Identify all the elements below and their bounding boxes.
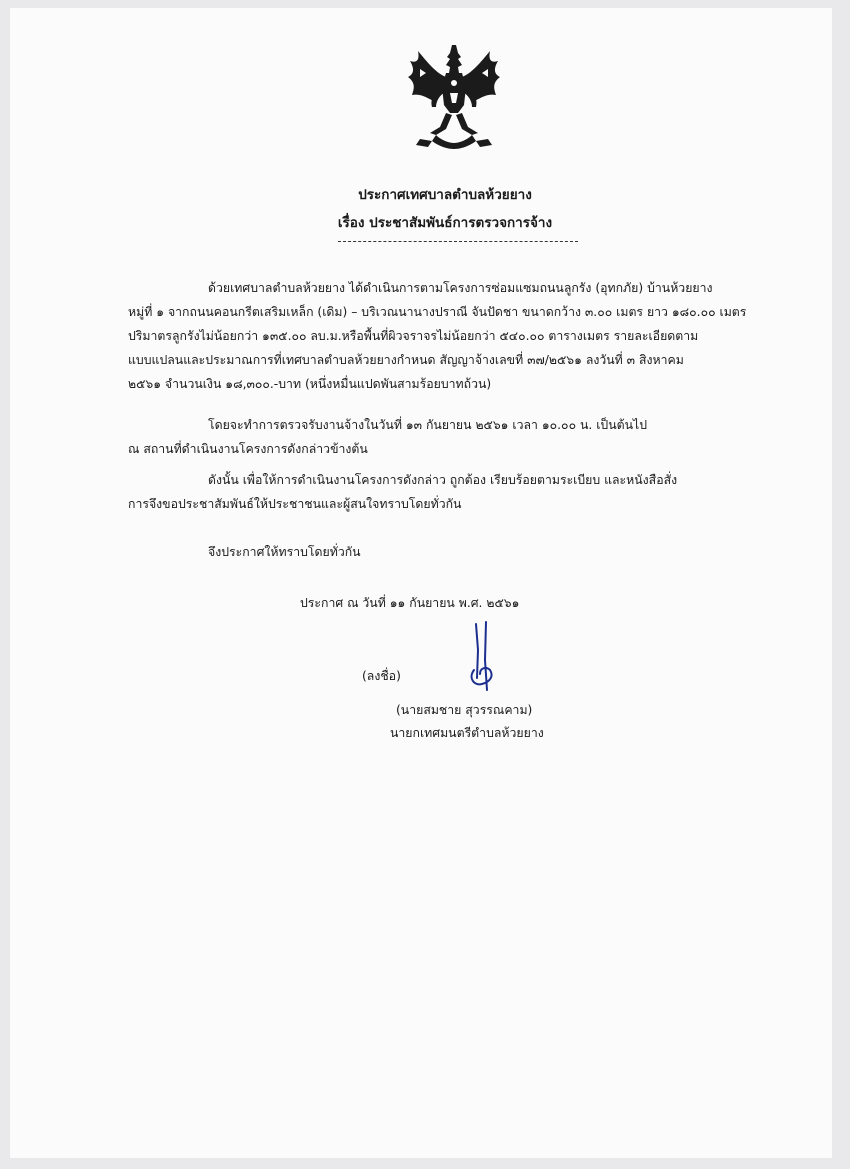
title-separator [338,241,578,242]
signer-name: (นายสมชาย สุวรรณคาม) [396,703,533,717]
paragraph-line: ปริมาตรลูกรังไม่น้อยกว่า ๑๓๕.๐๐ ลบ.ม.หรือพื้นที่ผิวจราจรไม่น้อยกว่า ๕๔๐.๐๐ ตารางเมตร รายละเอียดตาม [128,329,699,343]
paragraph-line: แบบแปลนและประมาณการที่เทศบาลตำบลห้วยยางกำหนด สัญญาจ้างเลขที่ ๓๗/๒๕๖๑ ลงวันที่ ๓ สิงหาคม [128,353,684,367]
paragraph-line: การจึงขอประชาสัมพันธ์ให้ประชาชนและผู้สนใจทราบโดยทั่วกัน [128,497,462,511]
paragraph-line: หมู่ที่ ๑ จากถนนคอนกรีตเสริมเหล็ก (เดิม) – บริเวณนานางปราณี จันปัดชา ขนาดกว้าง ๓.๐๐ เมตร ยาว ๑๘๐.๐๐ เมตร [128,305,747,319]
handwritten-signature [466,620,506,700]
paragraph-project-details [128,276,758,396]
paragraph-line: ๒๕๖๑ จำนวนเงิน ๑๘,๓๐๐.-บาท (หนึ่งหมื่นแปดพันสามร้อยบาทถ้วน) [128,377,492,391]
document-page [10,8,832,1158]
document-title: ประกาศเทศบาลตำบลห้วยยาง [358,187,532,203]
document-subject: เรื่อง ประชาสัมพันธ์การตรวจการจ้าง [337,215,553,231]
garuda-emblem-icon [406,43,502,153]
signer-position: นายกเทศมนตรีตำบลห้วยยาง [390,726,544,740]
announce-date: ประกาศ ณ วันที่ ๑๑ กันยายน พ.ศ. ๒๕๖๑ [300,596,520,610]
paragraph-line: ด้วยเทศบาลตำบลห้วยยาง ได้ดำเนินการตามโครงการซ่อมแซมถนนลูกรัง (อุทกภัย) บ้านห้วยยาง [208,281,713,295]
paragraph-line: ณ สถานที่ดำเนินงานโครงการดังกล่าวข้างต้น [128,442,368,456]
paragraph-publicity [128,468,758,516]
closing-statement: จึงประกาศให้ทราบโดยทั่วกัน [208,545,361,559]
paragraph-inspection-date [128,413,758,461]
sign-label: (ลงชื่อ) [362,669,401,683]
paragraph-line: ดังนั้น เพื่อให้การดำเนินงานโครงการดังกล่าว ถูกต้อง เรียบร้อยตามระเบียบ และหนังสือสั่ง [208,473,678,487]
paragraph-line: โดยจะทำการตรวจรับงานจ้างในวันที่ ๑๓ กันยายน ๒๕๖๑ เวลา ๑๐.๐๐ น. เป็นต้นไป [208,418,648,432]
